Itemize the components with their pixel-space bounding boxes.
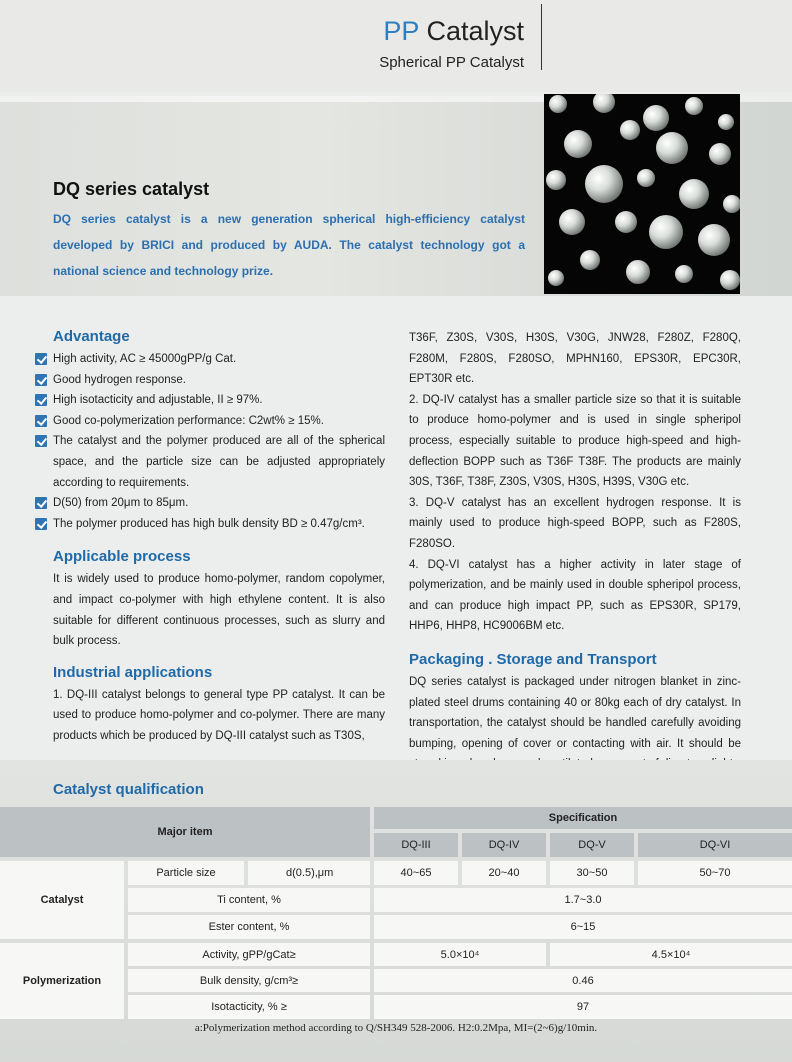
- checkbox-icon: [35, 353, 47, 365]
- checkbox-icon: [35, 518, 47, 530]
- particle-size-unit: d(0.5),μm: [248, 861, 370, 885]
- particle-size-dq-v: 30~50: [550, 861, 634, 885]
- list-item: Good hydrogen response.: [35, 370, 385, 391]
- page-subtitle: Spherical PP Catalyst: [379, 54, 524, 71]
- particles-image: [544, 94, 740, 294]
- table-footnote: a:Polymerization method according to Q/SH349 528-2006. H2:0.2Mpa, MI=(2~6)g/10min.: [194, 1022, 598, 1034]
- bulk-density-value: 0.46: [374, 969, 792, 992]
- particle-size-label: Particle size: [128, 861, 244, 885]
- applicable-process-heading: Applicable process: [53, 548, 191, 566]
- ti-content-value: 1.7~3.0: [374, 888, 792, 912]
- header-rule: [541, 4, 542, 70]
- title-rest: Catalyst: [418, 16, 524, 46]
- ti-content-label: Ti content, %: [128, 888, 370, 912]
- advantage-heading: Advantage: [53, 328, 130, 345]
- intro-description: DQ series catalyst is a new generation spherical high-efficiency catalyst developed by BRICI and produced by AUDA. The catalyst technology got a national science and technology prize.: [53, 212, 525, 278]
- checkbox-icon: [35, 394, 47, 406]
- industrial-p1-right: T36F, Z30S, V30S, H30S, V30G, JNW28, F280Z, F280Q, F280M, F280S, F280SO, MPHN160, EPS30R, EPC30R, EPT30R etc.: [409, 332, 741, 386]
- page-title: [383, 16, 524, 47]
- qualification-heading: Catalyst qualification: [53, 781, 204, 798]
- list-item: The polymer produced has high bulk density BD ≥ 0.47g/cm³.: [35, 514, 385, 535]
- applicable-process-text: It is widely used to produce homo-polymer, random copolymer, and impact co-polymer with high ethylene content. It is also suitable for different continuous processes, such as slurry and bulk process.: [53, 573, 385, 648]
- list-item: Good co-polymerization performance: C2wt% ≥ 15%.: [35, 411, 385, 432]
- intro-title: DQ series catalyst: [53, 179, 210, 199]
- packaging-text: DQ series catalyst is packaged under nitrogen blanket in zinc-plated steel drums containing 40 or 80kg each of dry catalyst. In transportation, the catalyst should be handled carefully avoiding bumping, opening of cover or contacting with air. It should be: [409, 675, 741, 750]
- specification-header: Specification: [374, 807, 792, 829]
- polymerization-group-label: Polymerization: [0, 943, 124, 1019]
- catalyst-group-label: Catalyst: [0, 861, 124, 939]
- page-header: [0, 0, 792, 92]
- right-column: [409, 328, 741, 775]
- activity-label: Activity, gPP/gCat≥: [128, 943, 370, 966]
- grade-dq-v: DQ-V: [550, 833, 634, 857]
- major-item-header: Major item: [0, 807, 370, 857]
- list-item: High activity, AC ≥ 45000gPP/g Cat.: [35, 349, 385, 370]
- industrial-p1-left: 1. DQ-III catalyst belongs to general type PP catalyst. It can be used to produce homo-polymer and co-polymer. There are many products which be produced by DQ-III catalyst such as T30S,: [53, 688, 385, 742]
- industrial-p2: 2. DQ-IV catalyst has a smaller particle size so that it is suitable to produce homo-polymer and is used in single spheripol process, especially suitable to produce high-speed and high-deflection BOPP such as T36F T38F. The products are mainly 30S, T36F, T38F, Z30S, V30S, H30S, H39S, V30G etc.: [409, 393, 741, 489]
- grade-dq-iv: DQ-IV: [462, 833, 546, 857]
- bulk-density-label: Bulk density, g/cm³≥: [128, 969, 370, 992]
- catalyst-particles-photo: [544, 94, 740, 294]
- industrial-p3: 3. DQ-V catalyst has an excellent hydrogen response. It is mainly used to produce high-speed BOPP, such as F280S, F280SO.: [409, 496, 741, 550]
- ester-content-value: 6~15: [374, 915, 792, 939]
- checkbox-icon: [35, 374, 47, 386]
- particle-size-dq-vi: 50~70: [638, 861, 792, 885]
- grade-dq-iii: DQ-III: [374, 833, 458, 857]
- checkbox-icon: [35, 497, 47, 509]
- activity-value-dq-iii-iv: 5.0×10⁴: [374, 943, 546, 966]
- advantage-list: [35, 349, 385, 534]
- grade-dq-vi: DQ-VI: [638, 833, 792, 857]
- particle-size-dq-iii: 40~65: [374, 861, 458, 885]
- isotacticity-label: Isotacticity, % ≥: [128, 995, 370, 1019]
- ester-content-label: Ester content, %: [128, 915, 370, 939]
- list-item: D(50) from 20μm to 85μm.: [35, 493, 385, 514]
- packaging-heading: Packaging . Storage and Transport: [409, 650, 657, 668]
- checkbox-icon: [35, 435, 47, 447]
- activity-value-dq-v-vi: 4.5×10⁴: [550, 943, 792, 966]
- industrial-p4: 4. DQ-VI catalyst has a higher activity in later stage of polymerization, and be mainly used in double spheripol process, and can produce high impact PP, such as EPS30R, SP179, HHP6, HHP8, HC9006BM etc.: [409, 558, 741, 633]
- title-accent: PP: [383, 16, 419, 46]
- list-item: The catalyst and the polymer produced are all of the spherical space, and the particle size can be adjusted appropriately according to requirements.: [35, 431, 385, 493]
- list-item: High isotacticity and adjustable, II ≥ 97%.: [35, 390, 385, 411]
- particle-size-dq-iv: 20~40: [462, 861, 546, 885]
- isotacticity-value: 97: [374, 995, 792, 1019]
- left-column: [35, 328, 385, 747]
- industrial-applications-heading: Industrial applications: [53, 663, 213, 681]
- checkbox-icon: [35, 415, 47, 427]
